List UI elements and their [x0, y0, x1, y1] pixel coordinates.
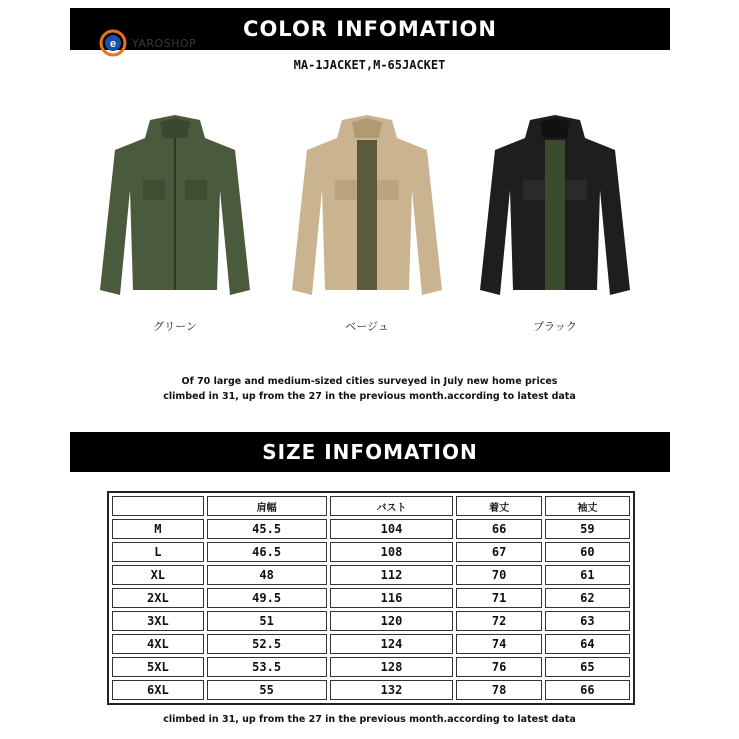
size-table [107, 491, 635, 705]
size-cell: L [112, 542, 204, 562]
size-cell: M [112, 519, 204, 539]
header-sleeve: 袖丈 [545, 496, 630, 516]
logo-icon [98, 28, 128, 58]
size-cell: 5XL [112, 657, 204, 677]
table-cell: 70 [456, 565, 541, 585]
header-length: 着丈 [456, 496, 541, 516]
table-cell: 112 [330, 565, 454, 585]
table-row [112, 611, 630, 631]
description-line-2: climbed in 31, up from the 27 in the previous month.according to latest data [163, 391, 576, 402]
size-cell: 2XL [112, 588, 204, 608]
size-info-title: SIZE INFOMATION [262, 440, 478, 464]
table-cell: 74 [456, 634, 541, 654]
footer-note: climbed in 31, up from the 27 in the previous month.according to latest data [163, 714, 576, 725]
table-cell: 53.5 [207, 657, 327, 677]
size-cell: 6XL [112, 680, 204, 700]
svg-text:e: e [109, 38, 117, 50]
table-cell: 78 [456, 680, 541, 700]
table-cell: 132 [330, 680, 454, 700]
table-cell: 59 [545, 519, 630, 539]
header-cell [112, 496, 204, 516]
jacket-beige-image [287, 110, 447, 310]
size-cell: 3XL [112, 611, 204, 631]
table-cell: 48 [207, 565, 327, 585]
table-row [112, 634, 630, 654]
description-line-1: Of 70 large and medium-sized cities surveyed in July new home prices [181, 376, 558, 387]
table-cell: 128 [330, 657, 454, 677]
table-cell: 65 [545, 657, 630, 677]
table-row [112, 588, 630, 608]
table-cell: 116 [330, 588, 454, 608]
table-cell: 104 [330, 519, 454, 539]
table-cell: 66 [456, 519, 541, 539]
table-cell: 67 [456, 542, 541, 562]
table-cell: 72 [456, 611, 541, 631]
size-table-header [112, 496, 630, 516]
table-cell: 64 [545, 634, 630, 654]
size-cell: 4XL [112, 634, 204, 654]
header-shoulder: 肩幅 [207, 496, 327, 516]
table-cell: 108 [330, 542, 454, 562]
product-subtitle: MA-1JACKET,M-65JACKET [293, 58, 446, 72]
header-bust: バスト [330, 496, 454, 516]
table-cell: 66 [545, 680, 630, 700]
table-cell: 60 [545, 542, 630, 562]
table-row [112, 680, 630, 700]
color-info-title: COLOR INFOMATION [243, 17, 497, 41]
table-cell: 55 [207, 680, 327, 700]
table-row [112, 519, 630, 539]
shop-logo [98, 28, 196, 58]
table-row [112, 565, 630, 585]
table-cell: 51 [207, 611, 327, 631]
color-label-black: ブラック [533, 321, 577, 333]
table-cell: 62 [545, 588, 630, 608]
table-cell: 52.5 [207, 634, 327, 654]
logo-text: YAROSHOP [132, 36, 197, 50]
table-cell: 63 [545, 611, 630, 631]
table-cell: 49.5 [207, 588, 327, 608]
table-cell: 46.5 [207, 542, 327, 562]
table-cell: 76 [456, 657, 541, 677]
size-cell: XL [112, 565, 204, 585]
table-cell: 124 [330, 634, 454, 654]
size-info-banner [70, 432, 670, 472]
table-cell: 61 [545, 565, 630, 585]
jacket-green-image [95, 110, 255, 310]
jacket-black-image [475, 110, 635, 310]
color-label-green: グリーン [153, 321, 197, 333]
table-cell: 71 [456, 588, 541, 608]
table-cell: 45.5 [207, 519, 327, 539]
table-row [112, 657, 630, 677]
table-row [112, 542, 630, 562]
table-cell: 120 [330, 611, 454, 631]
color-label-beige: ベージュ [345, 321, 389, 333]
